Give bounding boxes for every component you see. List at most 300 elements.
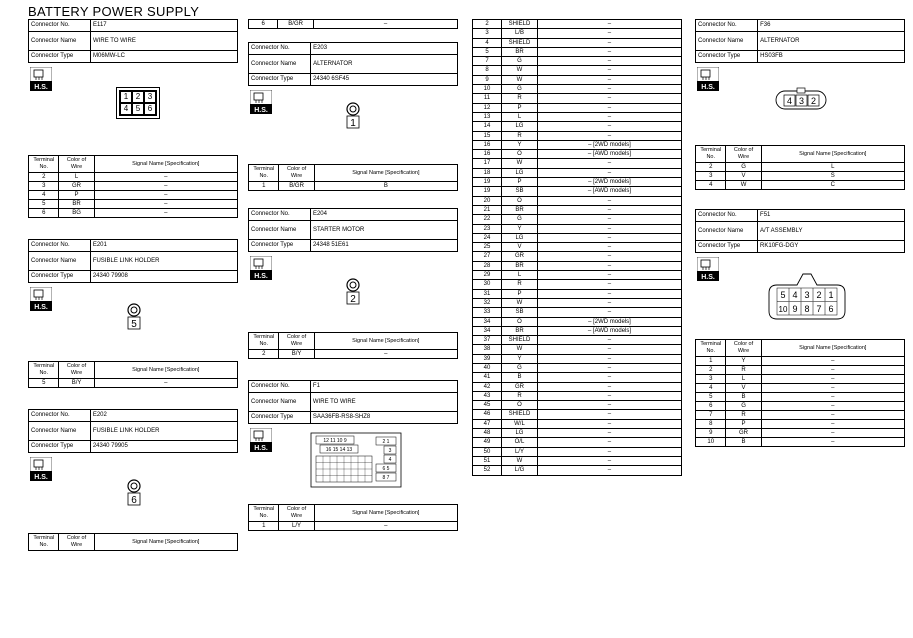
column-1	[28, 19, 238, 551]
label-connector-name: Connector Name	[29, 252, 91, 271]
table-row	[473, 317, 682, 326]
wire-color-cell: G	[502, 363, 538, 372]
wire-color-cell: P	[502, 178, 538, 187]
terminal-no-cell: 1	[696, 357, 726, 366]
terminal-table-e202-continued	[248, 19, 458, 29]
terminal-table-e204	[248, 332, 458, 359]
column-4	[695, 19, 905, 447]
signal-name-cell: –	[761, 429, 904, 438]
terminal-no-cell: 12	[473, 103, 502, 112]
wire-color-cell: BR	[502, 326, 538, 335]
wire-color-cell: P	[502, 289, 538, 298]
terminal-no-cell: 52	[473, 466, 502, 475]
terminal-no-cell: 33	[473, 308, 502, 317]
svg-text:H.S.: H.S.	[254, 445, 268, 452]
table-row	[473, 363, 682, 372]
header-terminal-no: Terminal No.	[29, 156, 59, 173]
svg-text:7: 7	[816, 304, 822, 314]
signal-name-cell: –	[537, 308, 681, 317]
table-row	[473, 57, 682, 66]
terminal-no-cell: 14	[473, 122, 502, 131]
terminal-no-cell: 49	[473, 438, 502, 447]
terminal-no-cell: 6	[696, 402, 726, 411]
harness-side-icon	[250, 90, 272, 114]
wire-color-cell: P	[59, 191, 94, 200]
wire-color-cell: W	[502, 159, 538, 168]
terminal-no-cell: 24	[473, 233, 502, 242]
header-terminal-no: Terminal No.	[249, 505, 279, 522]
table-row	[473, 205, 682, 214]
wire-color-cell: GR	[502, 252, 538, 261]
table-row	[473, 354, 682, 363]
label-connector-type: Connector Type	[249, 74, 311, 86]
wire-color-cell: W	[502, 345, 538, 354]
terminal-no-cell: 6	[249, 20, 278, 29]
header-color-of-wire: Color of Wire	[279, 165, 314, 182]
terminal-table-f1	[248, 504, 458, 531]
terminal-no-cell: 3	[696, 172, 726, 181]
signal-name-cell: C	[761, 181, 904, 190]
connector-info-f1	[248, 380, 458, 424]
signal-name-cell: –	[537, 57, 681, 66]
signal-name-cell: –	[537, 252, 681, 261]
wire-color-cell: GR	[726, 429, 761, 438]
svg-text:2: 2	[350, 294, 356, 305]
wire-color-cell: B	[726, 393, 761, 402]
wire-color-cell: P	[502, 103, 538, 112]
table-row	[473, 85, 682, 94]
table-row	[473, 410, 682, 419]
connector-name-value: ALTERNATOR	[758, 32, 905, 51]
signal-name-cell: –	[537, 401, 681, 410]
signal-name-cell: –	[761, 366, 904, 375]
wire-color-cell: R	[726, 366, 761, 375]
signal-name-cell: –	[537, 382, 681, 391]
svg-text:3: 3	[804, 290, 810, 300]
terminal-no-cell: 29	[473, 271, 502, 280]
table-row	[696, 163, 905, 172]
table-row	[473, 38, 682, 47]
harness-side-icon	[30, 67, 52, 91]
table-row	[473, 233, 682, 242]
label-connector-type: Connector Type	[29, 51, 91, 63]
table-row	[473, 20, 682, 29]
wire-color-cell: Y	[502, 354, 538, 363]
svg-text:2: 2	[816, 290, 822, 300]
signal-name-cell: –	[94, 200, 237, 209]
terminal-no-cell: 17	[473, 159, 502, 168]
signal-name-cell: –	[537, 298, 681, 307]
connector-no-value: F51	[758, 210, 905, 222]
wire-color-cell: GR	[59, 182, 94, 191]
signal-name-cell: –	[761, 357, 904, 366]
wire-color-cell: B/Y	[59, 379, 94, 388]
wire-color-cell: BR	[502, 261, 538, 270]
terminal-no-cell: 30	[473, 280, 502, 289]
signal-name-cell: – [2WD models]	[537, 178, 681, 187]
svg-text:2 1: 2 1	[382, 439, 390, 445]
label-connector-name: Connector Name	[249, 55, 311, 74]
signal-name-cell: –	[761, 420, 904, 429]
wire-color-cell: B/GR	[279, 182, 314, 191]
terminal-table-e203	[248, 164, 458, 191]
signal-name-cell: B	[314, 182, 457, 191]
wire-color-cell: G	[502, 215, 538, 224]
table-row	[696, 366, 905, 375]
connector-type-value: M06MW-LC	[91, 51, 238, 63]
svg-text:H.S.: H.S.	[34, 304, 48, 311]
table-row	[696, 393, 905, 402]
signal-name-cell: –	[537, 94, 681, 103]
signal-name-cell: –	[537, 103, 681, 112]
wire-color-cell: B/GR	[278, 20, 314, 29]
signal-name-cell: –	[537, 271, 681, 280]
single-terminal-icon	[345, 102, 361, 130]
terminal-no-cell: 50	[473, 447, 502, 456]
terminal-no-cell: 4	[696, 384, 726, 393]
terminal-no-cell: 3	[473, 29, 502, 38]
wire-color-cell: SHIELD	[502, 336, 538, 345]
wire-color-cell: W	[502, 298, 538, 307]
table-row	[473, 261, 682, 270]
svg-text:5: 5	[131, 319, 137, 330]
signal-name-cell: –	[537, 289, 681, 298]
terminal-no-cell: 8	[473, 66, 502, 75]
connector-name-value: FUSIBLE LINK HOLDER	[90, 422, 237, 441]
wire-color-cell: P	[726, 420, 761, 429]
table-row	[249, 522, 458, 531]
connector-type-value: RK10FG-DGY	[758, 241, 905, 253]
signal-name-cell: –	[537, 66, 681, 75]
terminal-table-e117	[28, 155, 238, 218]
connector-face-f36	[775, 87, 827, 111]
table-row	[473, 373, 682, 382]
wire-color-cell: G	[502, 85, 538, 94]
label-connector-name: Connector Name	[696, 32, 758, 51]
svg-text:5: 5	[780, 290, 786, 300]
table-row	[473, 419, 682, 428]
wire-color-cell: BR	[502, 205, 538, 214]
wire-color-cell: L	[502, 271, 538, 280]
pin-label: 1	[120, 91, 132, 103]
wire-color-cell: SB	[502, 187, 538, 196]
terminal-table-f1-continued	[472, 19, 682, 476]
signal-name-cell: –	[314, 350, 457, 359]
wire-color-cell: R	[502, 94, 538, 103]
label-connector-no: Connector No.	[29, 410, 91, 422]
label-connector-no: Connector No.	[249, 381, 311, 393]
header-color-of-wire: Color of Wire	[726, 340, 761, 357]
connector-name-value: FUSIBLE LINK HOLDER	[90, 252, 237, 271]
wire-color-cell: V	[726, 384, 761, 393]
pin-label: 4	[120, 103, 132, 115]
table-row	[249, 182, 458, 191]
wire-color-cell: O	[502, 196, 538, 205]
table-row	[696, 181, 905, 190]
table-row	[473, 112, 682, 121]
signal-name-cell: – [2WD models]	[537, 317, 681, 326]
wire-color-cell: V	[726, 172, 761, 181]
terminal-no-cell: 34	[473, 326, 502, 335]
terminal-no-cell: 28	[473, 261, 502, 270]
wire-color-cell: L	[726, 375, 761, 384]
signal-name-cell: –	[537, 131, 681, 140]
signal-name-cell: – [AWD models]	[537, 150, 681, 159]
wire-color-cell: O	[502, 401, 538, 410]
connector-type-value: SAA36FB-RS8-SHZ8	[310, 412, 457, 424]
column-2	[248, 19, 458, 531]
wire-color-cell: Y	[502, 224, 538, 233]
terminal-no-cell: 15	[473, 131, 502, 140]
wire-color-cell: O	[502, 150, 538, 159]
terminal-no-cell: 7	[696, 411, 726, 420]
signal-name-cell: –	[537, 205, 681, 214]
table-row	[473, 66, 682, 75]
label-connector-name: Connector Name	[29, 422, 91, 441]
connector-face-f51	[767, 271, 847, 321]
signal-name-cell: –	[537, 196, 681, 205]
signal-name-cell: –	[537, 280, 681, 289]
terminal-no-cell: 27	[473, 252, 502, 261]
pin-label: 2	[132, 91, 144, 103]
signal-name-cell: –	[537, 410, 681, 419]
terminal-no-cell: 16	[473, 140, 502, 149]
terminal-no-cell: 48	[473, 429, 502, 438]
svg-text:H.S.: H.S.	[34, 474, 48, 481]
header-color-of-wire: Color of Wire	[59, 156, 94, 173]
harness-side-icon	[30, 457, 52, 481]
wire-color-cell: R	[502, 131, 538, 140]
terminal-no-cell: 39	[473, 354, 502, 363]
signal-name-cell: –	[761, 402, 904, 411]
signal-name-cell: S	[761, 172, 904, 181]
wire-color-cell: L/B	[502, 29, 538, 38]
svg-text:6: 6	[828, 304, 834, 314]
connector-info-e202	[28, 409, 238, 453]
connector-type-value: 24348 51E61	[310, 240, 457, 252]
terminal-no-cell: 46	[473, 410, 502, 419]
signal-name-cell: –	[94, 191, 237, 200]
terminal-no-cell: 3	[696, 375, 726, 384]
wire-color-cell: SHIELD	[502, 20, 538, 29]
wire-color-cell: SHIELD	[502, 38, 538, 47]
header-signal-name: Signal Name [Specification]	[94, 156, 237, 173]
wire-color-cell: LG	[502, 122, 538, 131]
signal-name-cell: –	[537, 224, 681, 233]
signal-name-cell: –	[537, 20, 681, 29]
table-row	[696, 420, 905, 429]
label-connector-type: Connector Type	[696, 241, 758, 253]
header-signal-name: Signal Name [Specification]	[94, 362, 237, 379]
connector-info-e201	[28, 239, 238, 283]
table-row	[29, 182, 238, 191]
table-row	[473, 47, 682, 56]
svg-text:6 5: 6 5	[382, 466, 390, 472]
harness-side-icon	[30, 287, 52, 311]
table-row	[473, 438, 682, 447]
table-row	[473, 224, 682, 233]
connector-name-value: STARTER MOTOR	[310, 221, 457, 240]
wire-color-cell: R	[726, 411, 761, 420]
header-color-of-wire: Color of Wire	[279, 333, 314, 350]
wire-color-cell: L/Y	[502, 447, 538, 456]
table-row	[473, 159, 682, 168]
label-connector-name: Connector Name	[249, 393, 311, 412]
wire-color-cell: BG	[59, 209, 94, 218]
signal-name-cell: –	[761, 375, 904, 384]
connector-info-e204	[248, 208, 458, 252]
terminal-no-cell: 9	[473, 75, 502, 84]
table-row	[696, 402, 905, 411]
table-row	[473, 336, 682, 345]
pin-label: 3	[144, 91, 156, 103]
svg-text:2: 2	[810, 96, 817, 106]
wire-color-cell: G	[726, 163, 761, 172]
terminal-table-f51	[695, 339, 905, 447]
harness-side-icon	[250, 256, 272, 280]
wire-color-cell: R	[502, 280, 538, 289]
signal-name-cell: –	[761, 384, 904, 393]
svg-text:3: 3	[388, 448, 392, 454]
wire-color-cell: G	[502, 57, 538, 66]
label-connector-type: Connector Type	[249, 412, 311, 424]
svg-text:4: 4	[792, 290, 798, 300]
wire-color-cell: L	[59, 173, 94, 182]
header-color-of-wire: Color of Wire	[59, 534, 94, 551]
wire-color-cell: Y	[502, 140, 538, 149]
table-row	[29, 191, 238, 200]
terminal-no-cell: 25	[473, 243, 502, 252]
signal-name-cell: –	[537, 29, 681, 38]
connector-info-f51	[695, 209, 905, 253]
wire-color-cell: G	[726, 402, 761, 411]
table-row	[473, 75, 682, 84]
connector-no-value: E117	[91, 20, 238, 32]
terminal-no-cell: 10	[473, 85, 502, 94]
wire-color-cell: R	[502, 391, 538, 400]
signal-name-cell: –	[537, 419, 681, 428]
svg-text:16 15 14 13: 16 15 14 13	[325, 447, 353, 453]
header-color-of-wire: Color of Wire	[59, 362, 94, 379]
signal-name-cell: –	[537, 168, 681, 177]
table-row	[29, 173, 238, 182]
wire-color-cell: W	[502, 456, 538, 465]
table-row	[473, 429, 682, 438]
harness-side-icon	[697, 67, 719, 91]
signal-name-cell: L	[761, 163, 904, 172]
table-row	[696, 357, 905, 366]
table-row	[473, 252, 682, 261]
page-title: BATTERY POWER SUPPLY	[28, 4, 200, 19]
wire-color-cell: BR	[502, 47, 538, 56]
wire-color-cell: BR	[59, 200, 94, 209]
table-row	[473, 131, 682, 140]
table-row	[473, 271, 682, 280]
connector-face-f1	[310, 432, 402, 488]
table-row	[29, 379, 238, 388]
header-signal-name: Signal Name [Specification]	[761, 146, 904, 163]
header-color-of-wire: Color of Wire	[726, 146, 761, 163]
label-connector-no: Connector No.	[249, 209, 311, 221]
label-connector-no: Connector No.	[696, 210, 758, 222]
label-connector-no: Connector No.	[29, 20, 91, 32]
terminal-no-cell: 1	[249, 522, 279, 531]
svg-text:H.S.: H.S.	[254, 273, 268, 280]
table-row	[696, 375, 905, 384]
terminal-no-cell: 38	[473, 345, 502, 354]
wire-color-cell: L/Y	[279, 522, 314, 531]
terminal-no-cell: 4	[473, 38, 502, 47]
terminal-table-e202	[28, 533, 238, 551]
header-terminal-no: Terminal No.	[249, 333, 279, 350]
signal-name-cell: –	[537, 466, 681, 475]
terminal-no-cell: 5	[696, 393, 726, 402]
svg-text:9: 9	[792, 304, 798, 314]
wire-color-cell: GR	[502, 382, 538, 391]
terminal-no-cell: 2	[249, 350, 279, 359]
wire-color-cell: B	[502, 373, 538, 382]
terminal-no-cell: 7	[473, 57, 502, 66]
wire-color-cell: B	[726, 438, 761, 447]
terminal-no-cell: 51	[473, 456, 502, 465]
svg-text:12 11 10 9: 12 11 10 9	[323, 438, 347, 444]
terminal-no-cell: 34	[473, 317, 502, 326]
terminal-table-f36	[695, 145, 905, 190]
label-connector-name: Connector Name	[29, 32, 91, 51]
table-row	[473, 187, 682, 196]
terminal-no-cell: 3	[29, 182, 59, 191]
label-connector-name: Connector Name	[249, 221, 311, 240]
table-row	[249, 20, 458, 29]
pin-label: 6	[144, 103, 156, 115]
svg-text:10: 10	[778, 305, 788, 314]
table-row	[473, 243, 682, 252]
connector-no-value: E202	[90, 410, 237, 422]
table-row	[473, 401, 682, 410]
terminal-no-cell: 2	[473, 20, 502, 29]
wire-color-cell: O	[502, 317, 538, 326]
signal-name-cell: –	[537, 243, 681, 252]
table-row	[696, 438, 905, 447]
table-row	[473, 140, 682, 149]
terminal-no-cell: 6	[29, 209, 59, 218]
table-row	[473, 308, 682, 317]
svg-text:6: 6	[131, 495, 137, 506]
terminal-no-cell: 18	[473, 168, 502, 177]
svg-text:4: 4	[786, 96, 793, 106]
terminal-no-cell: 19	[473, 187, 502, 196]
terminal-no-cell: 5	[29, 200, 59, 209]
signal-name-cell: –	[761, 411, 904, 420]
signal-name-cell: –	[537, 354, 681, 363]
table-row	[473, 94, 682, 103]
signal-name-cell: –	[537, 447, 681, 456]
terminal-no-cell: 37	[473, 336, 502, 345]
terminal-no-cell: 42	[473, 382, 502, 391]
connector-type-value: 24340 6SF45	[311, 74, 458, 86]
signal-name-cell: –	[94, 173, 237, 182]
table-row	[473, 196, 682, 205]
connector-type-value: 24340 79905	[90, 441, 237, 453]
svg-text:4: 4	[388, 457, 392, 463]
table-row	[249, 350, 458, 359]
signal-name-cell: –	[761, 438, 904, 447]
table-row	[29, 200, 238, 209]
signal-name-cell: –	[537, 233, 681, 242]
table-row	[473, 168, 682, 177]
terminal-no-cell: 23	[473, 224, 502, 233]
label-connector-no: Connector No.	[249, 43, 311, 55]
